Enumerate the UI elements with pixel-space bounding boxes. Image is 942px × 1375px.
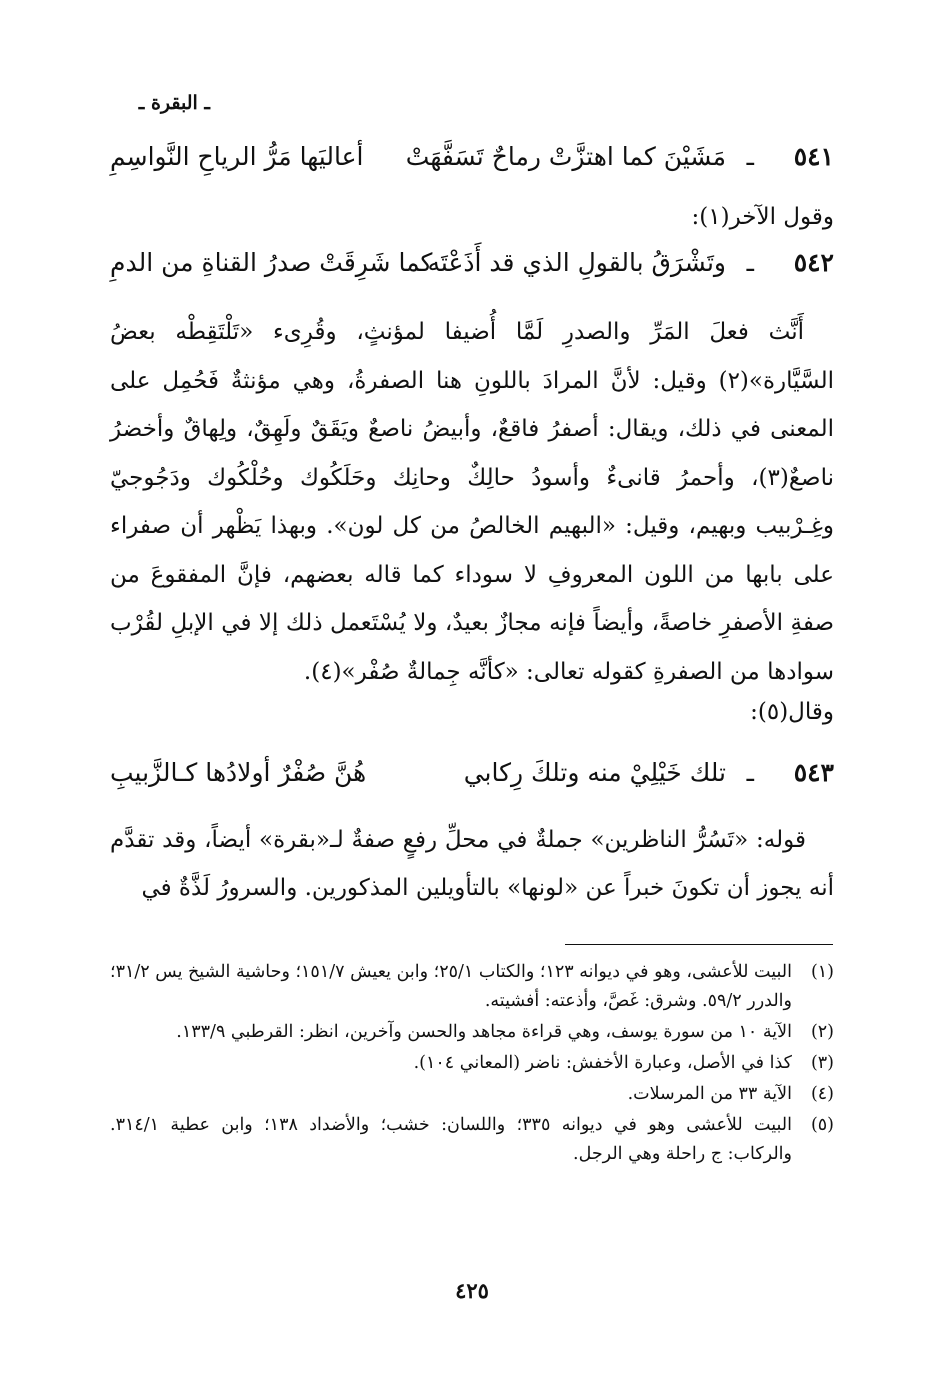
footnote	[110, 1080, 834, 1109]
footnote-number: (٤)	[810, 1084, 834, 1104]
footnote-number: (١)	[810, 962, 834, 982]
verse-dash: ـ	[746, 142, 754, 171]
verse-hemistich-first: وتَشْرَقُ بالقولِ الذي قد أَذَعْتَه	[427, 248, 726, 277]
page-number: ٤٢٥	[455, 1278, 489, 1303]
verse-543	[110, 758, 834, 800]
verse-number: ٥٤٣	[793, 758, 834, 787]
verse-hemistich-first: مَشَيْنَ كما اهتزَّتْ رماحٌ تَسَفَّهَتْ	[405, 142, 726, 171]
footnote	[110, 1111, 834, 1169]
second-paragraph: قوله: «تَسُرُّ الناظرين» جملةٌ في محلِّ رفعٍ صفةٌ لـ«بقرة» أيضاً، وقد تقدَّم أنه يجوز أن تكونَ خبراً عن «لونها» بالتأويلين المذكورين. والسرورُ لَذَّةٌ في	[110, 827, 834, 901]
footnotes	[110, 958, 834, 1171]
verse-number: ٥٤٢	[793, 248, 834, 277]
main-paragraph-block	[110, 308, 834, 696]
verse-542	[110, 248, 834, 290]
verse-dash: ـ	[746, 758, 754, 787]
footnote-divider	[565, 944, 833, 945]
verse-hemistich-second: كما شَرِقَتْ صدرُ القناةِ من الدمِ	[110, 248, 433, 277]
footnote	[110, 958, 834, 1016]
footnote-text: الآية ٣٣ من المرسلات.	[627, 1084, 792, 1104]
footnote-text: كذا في الأصل، وعبارة الأخفش: ناضر (المعاني ١٠٤).	[413, 1053, 792, 1073]
second-paragraph-block	[110, 816, 834, 912]
footnote-number: (٥)	[810, 1115, 834, 1135]
verse-number: ٥٤١	[793, 142, 834, 171]
verse-hemistich-second: أعاليَها مَرُّ الرياحِ النَّواسِمِ	[110, 142, 364, 171]
running-header: ـ البقرة ـ	[138, 92, 210, 114]
footnote	[110, 1018, 834, 1047]
footnote	[110, 1049, 834, 1078]
footnote-text: الآية ١٠ من سورة يوسف، وهي قراءة مجاهد والحسن وآخرين، انظر: القرطبي ١٣٣/٩.	[176, 1022, 792, 1042]
verse-541	[110, 142, 834, 184]
footnote-number: (٢)	[810, 1022, 834, 1042]
intro-other-line: وقول الآخر(١):	[691, 204, 834, 230]
footnote-text: البيت للأعشى وهو في ديوانه ٣٣٥؛ واللسان: خشب؛ والأضداد ١٣٨؛ وابن عطية ٣١٤/١. والركاب: ج راحلة وهي الرجل.	[110, 1115, 792, 1164]
main-paragraph: أَنَّث فعلَ المَرِّ والصدرِ لَمَّا أُضيفا لمؤنثٍ، وقُرِىء «تَلْتَقِطْه بعضُ السَّيَّارة»(٢) وقيل: لأنَّ المرادَ باللونِ هنا الصفرةُ، وهي مؤنثةٌ فَحُمِل على المعنى في ذلك، ويقال: أصفرُ فاقعٌ، وأبيضُ ناصعٌ ويَقَقٌ ولَهِقٌ، ولِهاقٌ وأخضرُ ناصعٌ(٣)، وأحمرُ قانىءٌ وأسودُ حالِكٌ وحانِك وحَلَكُوك وحُلْكُوك ودَجُوجيّ وغِـرْبيب وبهيم، وقيل: «البهيم الخالصُ من كل لون». وبهذا يَظْهر أن صفراء على بابها من اللون المعروفِ لا سوداء كما قاله بعضهم، فإنَّ المفقوعَ من صفةِ الأصفرِ خاصةً، وأيضاً فإنه مجازٌ بعيدٌ، ولا يُسْتَعمل ذلك إلا في الإبلِ لقُرْب سوادها من الصفرةِ كقوله تعالى: «كأنَّه جِمالةٌ صُفْر»(٤).	[110, 319, 834, 685]
verse-hemistich-second: هُنَّ صُفْرٌ أولادُها كـالزَّبيبِ	[110, 758, 367, 787]
verse-hemistich-first: تلك خَيْلِيْ منه وتلكَ رِكابي	[463, 758, 726, 787]
intro-said-line: وقال(٥):	[750, 699, 834, 725]
verse-dash: ـ	[746, 248, 754, 277]
footnote-number: (٣)	[810, 1053, 834, 1073]
footnote-text: البيت للأعشى، وهو في ديوانه ١٢٣؛ والكتاب ٢٥/١؛ وابن يعيش ١٥١/٧؛ وحاشية الشيخ يس ٣١/٢؛ والدرر ٥٩/٢. وشرق: غَصَّ، وأذعته: أفشيته.	[110, 962, 792, 1011]
